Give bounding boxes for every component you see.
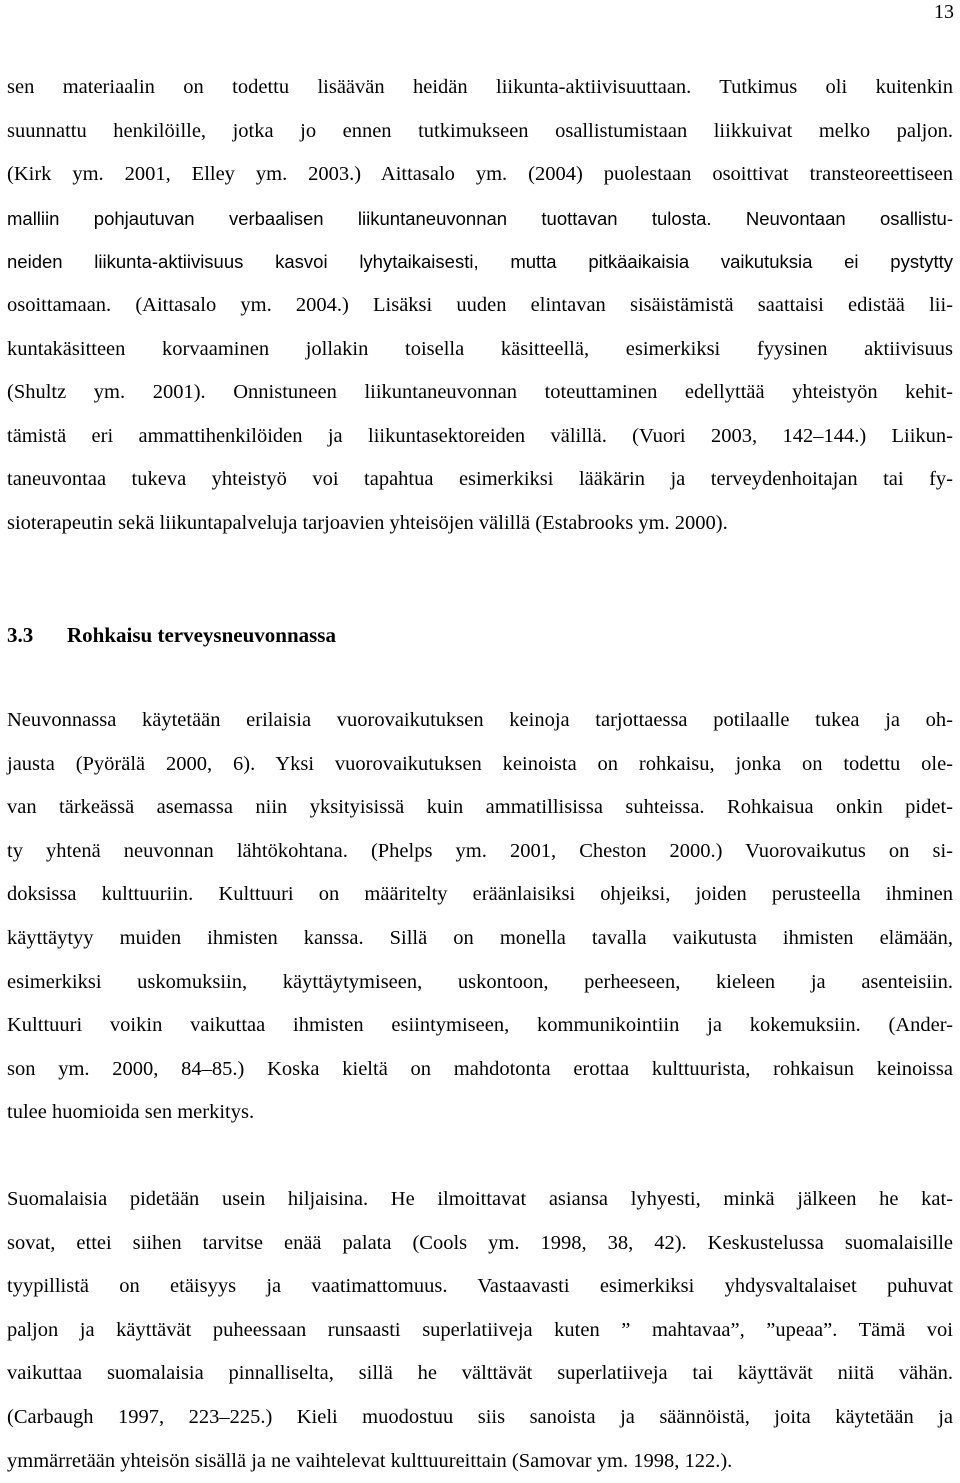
paragraph-2 bbox=[7, 699, 953, 1135]
text-line: vaikuttaa suomalaisia pinnalliselta, sillä he välttävät superlatiiveja tai käyttävät niitä vähän. bbox=[7, 1362, 953, 1385]
section-number: 3.3 bbox=[7, 623, 34, 647]
text-line: sen materiaalin on todettu lisäävän heidän liikunta-aktiivisuuttaan. Tutkimus oli kuitenkin bbox=[7, 76, 953, 98]
text-line: doksissa kulttuuriin. Kulttuuri on määritelty eräänlaisiksi ohjeiksi, joiden perusteella ihminen bbox=[7, 883, 953, 906]
text-line: tulee huomioida sen merkitys. bbox=[7, 1101, 255, 1124]
text-line: paljon ja käyttävät puheessaan runsaasti superlatiiveja kuten ” mahtavaa”, ”upeaa”. Tämä voi bbox=[7, 1318, 953, 1341]
text-line: (Carbaugh 1997, 223–225.) Kieli muodostuu siis sanoista ja säännöistä, joita käytetään ja bbox=[7, 1405, 953, 1428]
text-line: osoittamaan. (Aittasalo ym. 2004.) Lisäksi uuden elintavan sisäistämistä saattaisi edistää lii- bbox=[7, 293, 953, 316]
paragraph-1 bbox=[7, 66, 953, 546]
text-line: suunnattu henkilöille, jotka jo ennen tutkimukseen osallistumistaan liikkuivat melko paljon. bbox=[7, 119, 953, 142]
page-number: 13 bbox=[934, 1, 954, 23]
text-line: Neuvonnassa käytetään erilaisia vuorovaikutuksen keinoja tarjottaessa potilaalle tukea ja oh- bbox=[7, 709, 953, 731]
text-line: tämistä eri ammattihenkilöiden ja liikuntasektoreiden välillä. (Vuori 2003, 142–144.) Liikun- bbox=[7, 424, 953, 447]
section-heading bbox=[7, 620, 336, 650]
text-line: sovat, ettei siihen tarvitse enää palata (Cools ym. 1998, 38, 42). Keskustelussa suomalaisille bbox=[7, 1231, 953, 1254]
text-line: son ym. 2000, 84–85.) Koska kieltä on mahdotonta erottaa kulttuurista, rohkaisun keinoissa bbox=[7, 1057, 953, 1080]
text-line: taneuvontaa tukeva yhteistyö voi tapahtua esimerkiksi lääkärin ja terveydenhoitajan tai fy- bbox=[7, 468, 953, 491]
paragraph-3 bbox=[7, 1178, 953, 1483]
text-line: neiden liikunta-aktiivisuus kasvoi lyhytaikaisesti, mutta pitkäaikaisia vaikutuksia ei pystytty bbox=[7, 251, 953, 273]
text-line: tyypillistä on etäisyys ja vaatimattomuus. Vastaavasti esimerkiksi yhdysvaltalaiset puhuvat bbox=[7, 1275, 953, 1298]
text-line: sioterapeutin sekä liikuntapalveluja tarjoavien yhteisöjen välillä (Estabrooks ym. 2000). bbox=[7, 511, 728, 534]
section-title: Rohkaisu terveysneuvonnassa bbox=[67, 623, 336, 647]
text-line: Kulttuuri voikin vaikuttaa ihmisten esiintymiseen, kommunikointiin ja kokemuksiin. (Ander- bbox=[7, 1014, 953, 1037]
text-line: ty yhtenä neuvonnan lähtökohtana. (Phelps ym. 2001, Cheston 2000.) Vuorovaikutus on si- bbox=[7, 839, 953, 862]
text-line: Suomalaisia pidetään usein hiljaisina. He ilmoittavat asiansa lyhyesti, minkä jälkeen he kat- bbox=[7, 1188, 953, 1210]
text-line: (Kirk ym. 2001, Elley ym. 2003.) Aittasalo ym. (2004) puolestaan osoittivat transteoreettiseen bbox=[7, 163, 953, 186]
text-line: (Shultz ym. 2001). Onnistuneen liikuntaneuvonnan toteuttaminen edellyttää yhteistyön kehit- bbox=[7, 381, 953, 404]
text-line: malliin pohjautuvan verbaalisen liikuntaneuvonnan tuottavan tulosta. Neuvontaan osallistu- bbox=[7, 207, 953, 229]
text-line: jausta (Pyörälä 2000, 6). Yksi vuorovaikutuksen keinoista on rohkaisu, jonka on todettu ole- bbox=[7, 752, 953, 775]
text-line: ymmärretään yhteisön sisällä ja ne vaihtelevat kulttuureittain (Samovar ym. 1998, 122.). bbox=[7, 1449, 733, 1472]
text-line: van tärkeässä asemassa niin yksityisissä kuin ammatillisissa suhteissa. Rohkaisua onkin pidet- bbox=[7, 796, 953, 819]
text-line: kuntakäsitteen korvaaminen jollakin toisella käsitteellä, esimerkiksi fyysinen aktiivisuus bbox=[7, 337, 953, 360]
text-line: käyttäytyy muiden ihmisten kanssa. Sillä on monella tavalla vaikutusta ihmisten elämään, bbox=[7, 926, 953, 949]
text-line: esimerkiksi uskomuksiin, käyttäytymiseen, uskontoon, perheeseen, kieleen ja asenteisiin. bbox=[7, 970, 953, 993]
